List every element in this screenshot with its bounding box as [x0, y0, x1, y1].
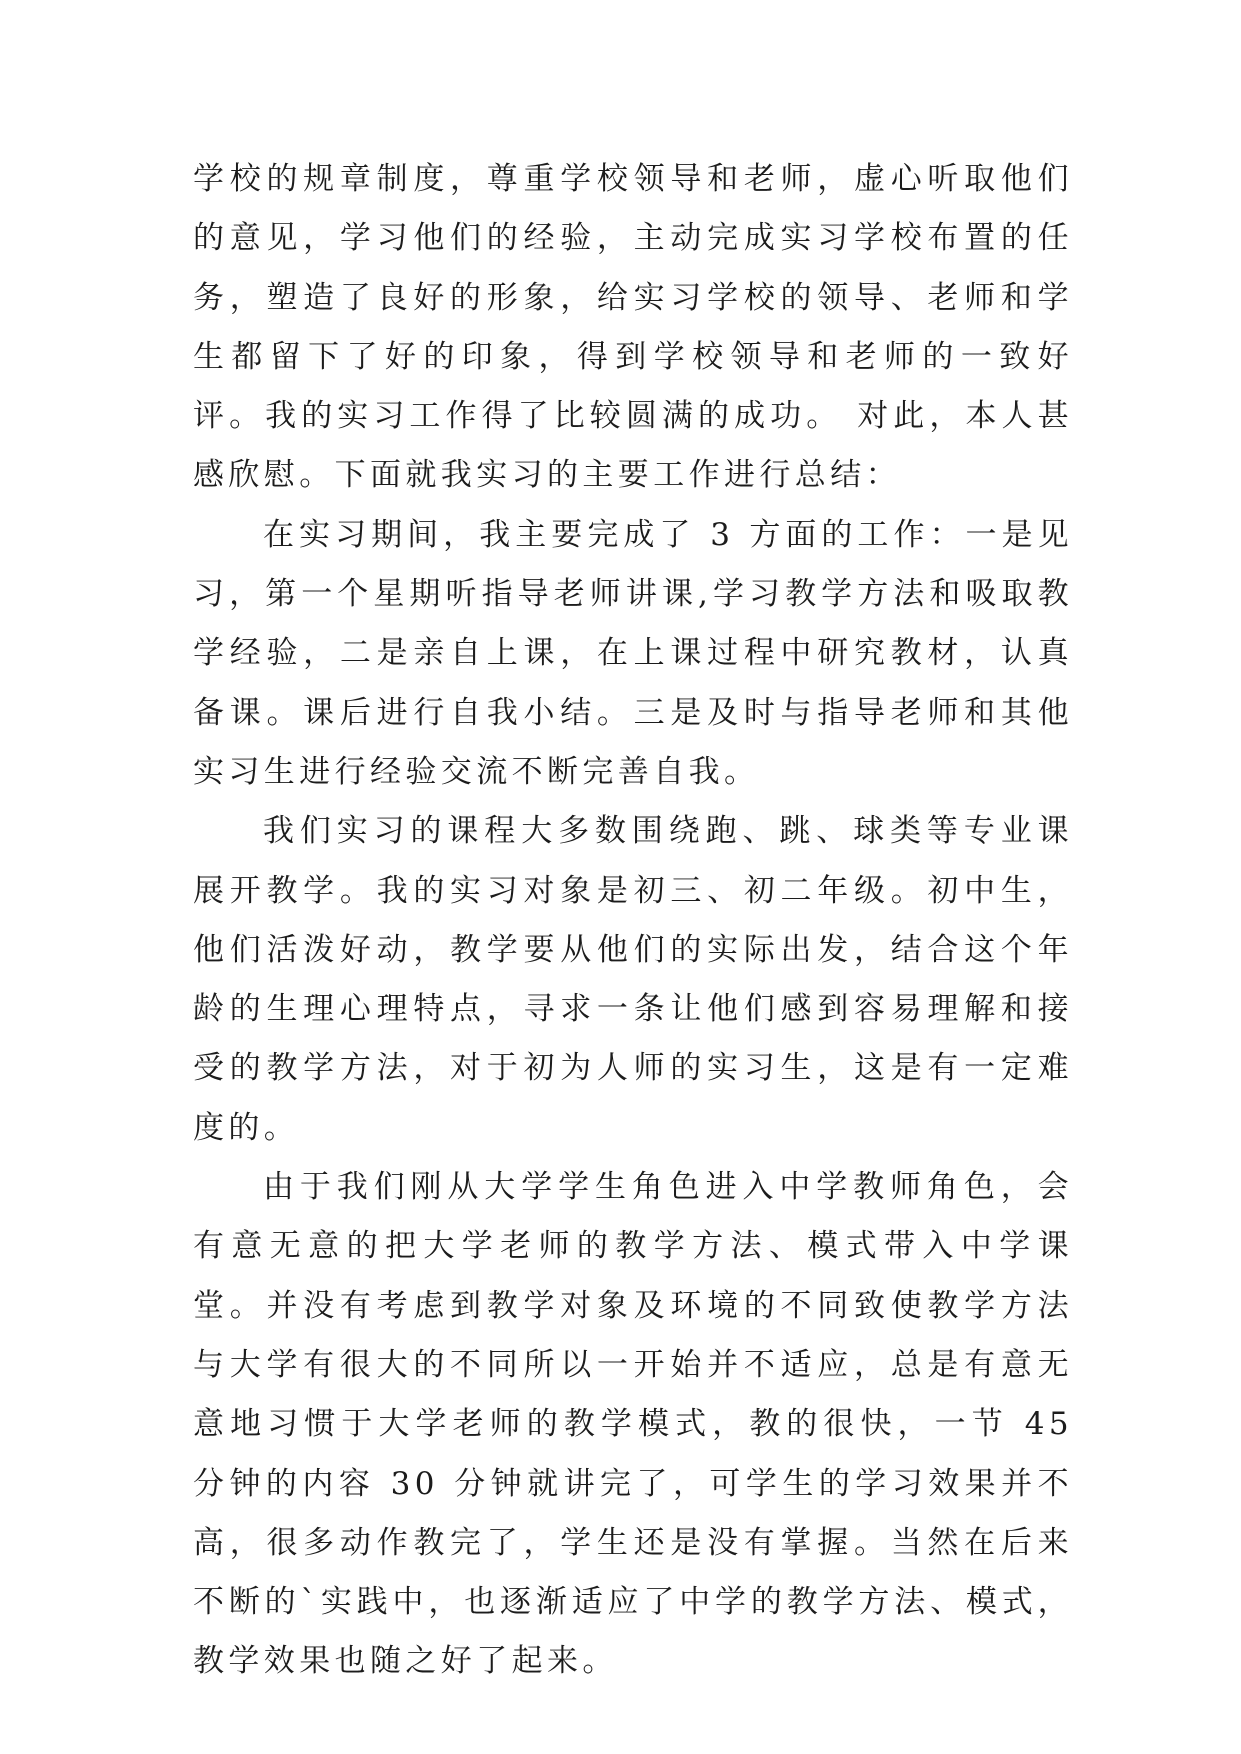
- paragraph-4: 由于我们刚从大学学生角色进入中学教师角色，会有意无意的把大学老师的教学方法、模式带入中学课堂。并没有考虑到教学对象及环境的不同致使教学方法与大学有很大的不同所以一开始并不适应，总是有意无意地习惯于大学老师的教学模式，教的很快，一节 45 分钟的内容 30 分钟就讲完了，可学生的学习效果并不高，很多动作教完了，学生还是没有掌握。当然在后来不断的`实践中，也逐渐适应了中学的教学方法、模式，教学效果也随之好了起来。: [193, 1169, 1088, 1680]
- paragraph-1: 学校的规章制度，尊重学校领导和老师，虚心听取他们的意见，学习他们的经验，主动完成实习学校布置的任务，塑造了良好的形象，给实习学校的领导、老师和学生都留下了好的印象，得到学校领导和老师的一致好评。我的实习工作得了比较圆满的成功。 对此，本人甚感欣慰。下面就我实习的主要工作进行总结：: [193, 161, 1073, 494]
- paragraph-3: 我们实习的课程大多数围绕跑、跳、球类等专业课展开教学。我的实习对象是初三、初二年级。初中生，他们活泼好动，教学要从他们的实际出发，结合这个年龄的生理心理特点，寻求一条让他们感到容易理解和接受的教学方法，对于初为人师的实习生，这是有一定难度的。: [193, 813, 1073, 1146]
- paragraph-2: 在实习期间，我主要完成了 3 方面的工作：一是见习，第一个星期听指导老师讲课,学习教学方法和吸取教学经验，二是亲自上课，在上课过程中研究教材，认真备课。课后进行自我小结。三是及时与指导老师和其他实习生进行经验交流不断完善自我。: [193, 516, 1073, 790]
- document-body: [193, 150, 1088, 1692]
